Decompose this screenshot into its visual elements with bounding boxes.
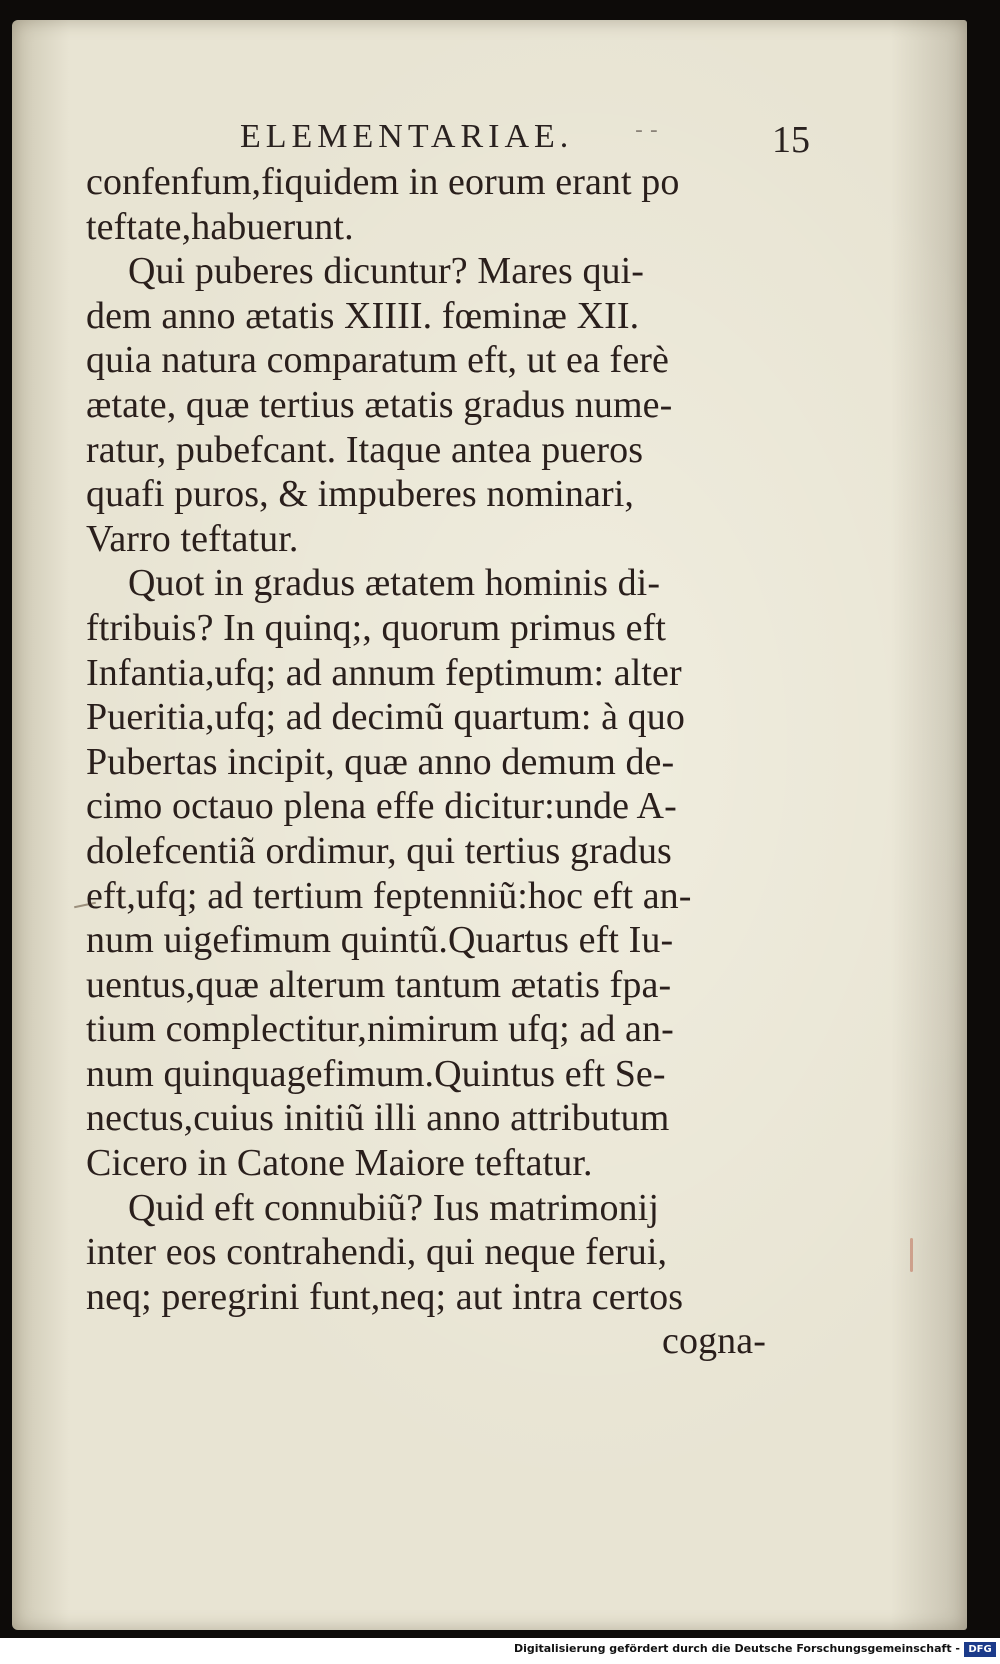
text-line: confenfum,fiquidem in eorum erant po	[86, 161, 680, 203]
text-line: neq; peregrini funt,neq; aut intra certos	[86, 1275, 684, 1318]
running-head-mark: - -	[635, 118, 658, 143]
catchword: cogna-	[662, 1320, 766, 1363]
text-line: ætate, quæ tertius ætatis gradus nume-	[86, 383, 673, 426]
text-line: inter eos contrahendi, qui neque ferui,	[86, 1231, 668, 1274]
text-line: cimo octauo plena effe dicitur:unde A-	[86, 785, 677, 828]
text-line: tium complectitur,nimirum ufq; ad an-	[86, 1008, 674, 1051]
page-number: 15	[772, 119, 810, 161]
footer-bar	[0, 1638, 1000, 1664]
text-line: dem anno ætatis XIIII. fœminæ XII.	[86, 294, 640, 337]
text-line: num uigefimum quintũ.Quartus eft Iu-	[86, 919, 674, 962]
dfg-logo: DFG	[964, 1642, 996, 1657]
text-line: ratur, pubefcant. Itaque antea pueros	[86, 428, 644, 471]
text-line: dolefcentiã ordimur, qui tertius gradus	[86, 829, 672, 872]
text-line: ftribuis? In quinq;, quorum primus eft	[86, 606, 667, 649]
text-line: uentus,quæ alterum tantum ætatis fpa-	[86, 963, 672, 1006]
running-head	[240, 118, 810, 164]
text-line: Cicero in Catone Maiore teftatur.	[86, 1142, 593, 1185]
text-line: Infantia,ufq; ad annum feptimum: alter	[86, 651, 682, 694]
margin-stain	[910, 1238, 913, 1272]
text-line: num quinquagefimum.Quintus eft Se-	[86, 1052, 666, 1095]
text-line: quia natura comparatum eft, ut ea ferè	[86, 339, 670, 382]
text-line: quafi puros, & impuberes nominari,	[86, 473, 634, 516]
text-line: Varro teftatur.	[86, 517, 299, 560]
text-line: Pueritia,ufq; ad decimũ quartum: à quo	[86, 696, 685, 739]
text-line: Qui puberes dicuntur? Mares qui-	[128, 250, 645, 293]
text-line: Quot in gradus ætatem hominis di-	[128, 562, 661, 605]
running-head-title: ELEMENTARIAE.	[240, 118, 574, 155]
text-line: nectus,cuius initiũ illi anno attributum	[86, 1097, 670, 1140]
footer-credit: Digitalisierung gefördert durch die Deutsche Forschungsgemeinschaft -	[513, 1642, 960, 1655]
body-text	[86, 160, 786, 1364]
text-line: teftate,habuerunt.	[86, 205, 354, 248]
text-line: eft,ufq; ad tertium feptenniũ:hoc eft an-	[86, 874, 692, 917]
text-line: Pubertas incipit, quæ anno demum de-	[86, 740, 675, 783]
text-line: Quid eft connubiũ? Ius matrimonij	[128, 1186, 659, 1229]
